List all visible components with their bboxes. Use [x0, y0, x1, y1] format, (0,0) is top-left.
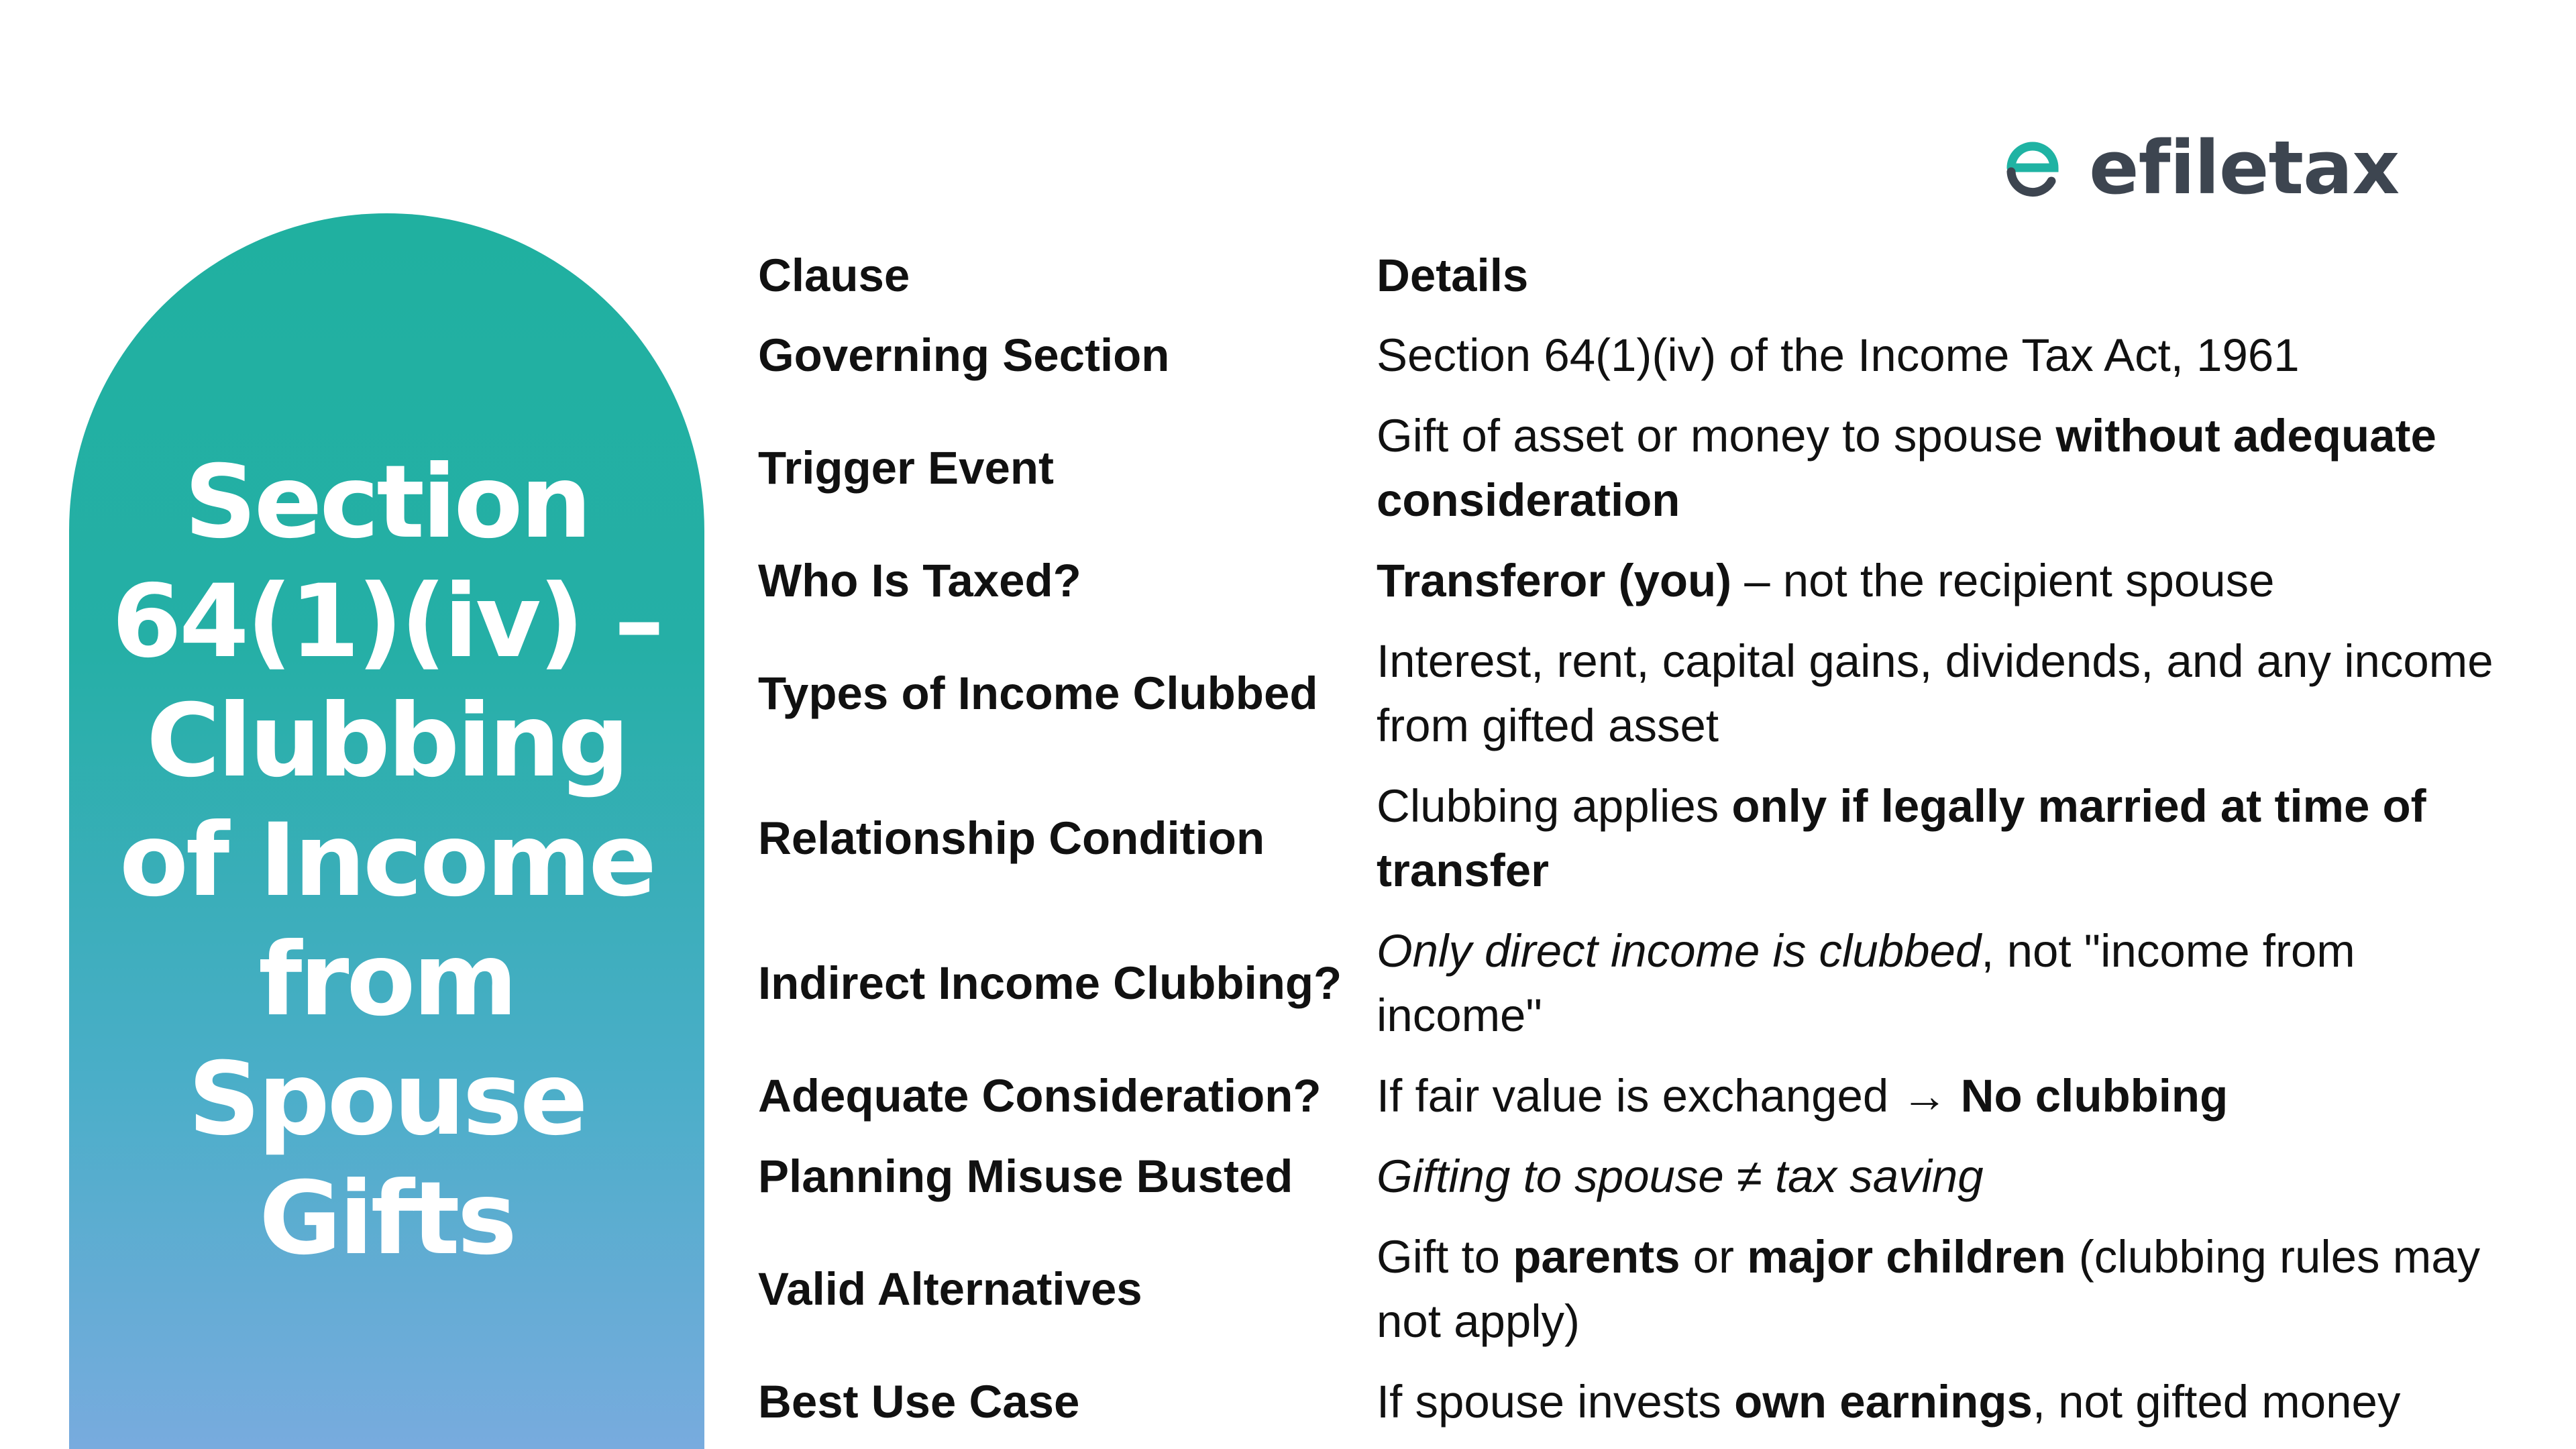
clause-cell: Types of Income Clubbed	[758, 667, 1318, 719]
clause-cell: Adequate Consideration?	[758, 1070, 1322, 1122]
clause-cell: Planning Misuse Busted	[758, 1150, 1293, 1202]
table-row	[758, 1056, 2516, 1136]
table-row	[758, 621, 2516, 766]
details-text: or	[1680, 1231, 1748, 1283]
table-header-row	[758, 235, 2516, 315]
table-row	[758, 315, 2516, 396]
title-line: 64(1)(iv) –	[111, 564, 662, 680]
clause-cell: Valid Alternatives	[758, 1263, 1142, 1315]
details-text: Only direct income is clubbed	[1377, 925, 1982, 977]
details-text: Gift to	[1377, 1231, 1513, 1283]
details-cell	[1377, 1056, 2516, 1136]
header-details: Details	[1377, 249, 1529, 301]
details-text: Interest, rent, capital gains, dividends, and any income from gifted asset	[1377, 635, 2493, 751]
details-text: parents	[1513, 1231, 1680, 1283]
clause-cell: Best Use Case	[758, 1376, 1080, 1428]
table-row	[758, 1362, 2516, 1442]
details-cell	[1377, 541, 2516, 621]
table-row	[758, 766, 2516, 911]
details-text: , not "income from income"	[1377, 925, 2355, 1041]
clause-details-table	[758, 235, 2516, 1442]
slide-title	[69, 443, 704, 1279]
clause-cell: Who Is Taxed?	[758, 555, 1081, 606]
title-line: Clubbing	[146, 683, 627, 800]
details-text: – not the recipient spouse	[1731, 555, 2275, 606]
details-text: Section 64(1)(iv) of the Income Tax Act, 1961	[1377, 329, 2300, 381]
table-row	[758, 1136, 2516, 1217]
efiletax-e-logo-icon	[1999, 134, 2066, 201]
table-row	[758, 911, 2516, 1056]
title-line: Gifts	[259, 1161, 515, 1277]
header-clause: Clause	[758, 249, 910, 301]
details-text: , not gifted money	[2032, 1376, 2401, 1428]
clause-cell: Indirect Income Clubbing?	[758, 957, 1342, 1009]
details-text: only if legally married at time of transfer	[1377, 780, 2426, 896]
details-cell	[1377, 396, 2516, 541]
details-text: Gifting to spouse ≠ tax saving	[1377, 1150, 1984, 1202]
details-text: Gift of asset or money to spouse	[1377, 410, 2056, 462]
details-text: If fair value is exchanged →	[1377, 1070, 1961, 1122]
table-row	[758, 396, 2516, 541]
table-row	[758, 1217, 2516, 1362]
title-line: of Income	[119, 802, 655, 919]
brand-logo	[1999, 121, 2399, 215]
details-text: Clubbing applies	[1377, 780, 1732, 832]
details-cell	[1377, 1362, 2516, 1442]
clause-cell: Governing Section	[758, 329, 1170, 381]
details-cell	[1377, 315, 2516, 396]
table-row	[758, 541, 2516, 621]
details-text: (clubbing rules may not apply)	[1377, 1231, 2481, 1347]
details-cell	[1377, 621, 2516, 766]
details-text: No clubbing	[1960, 1070, 2229, 1122]
clause-cell: Relationship Condition	[758, 812, 1265, 864]
details-cell	[1377, 911, 2516, 1056]
title-line: from	[258, 922, 515, 1038]
details-text: own earnings	[1734, 1376, 2033, 1428]
details-cell	[1377, 1217, 2516, 1362]
details-text: If spouse invests	[1377, 1376, 1735, 1428]
title-line: Section	[184, 444, 590, 561]
details-text: without adequate consideration	[1377, 410, 2436, 526]
details-text: Transferor (you)	[1377, 555, 1732, 606]
details-cell	[1377, 1136, 2516, 1217]
details-text: major children	[1747, 1231, 2066, 1283]
brand-name: efiletax	[2089, 125, 2400, 211]
title-line: Spouse	[188, 1041, 586, 1158]
clause-cell: Trigger Event	[758, 442, 1054, 494]
details-cell	[1377, 766, 2516, 911]
